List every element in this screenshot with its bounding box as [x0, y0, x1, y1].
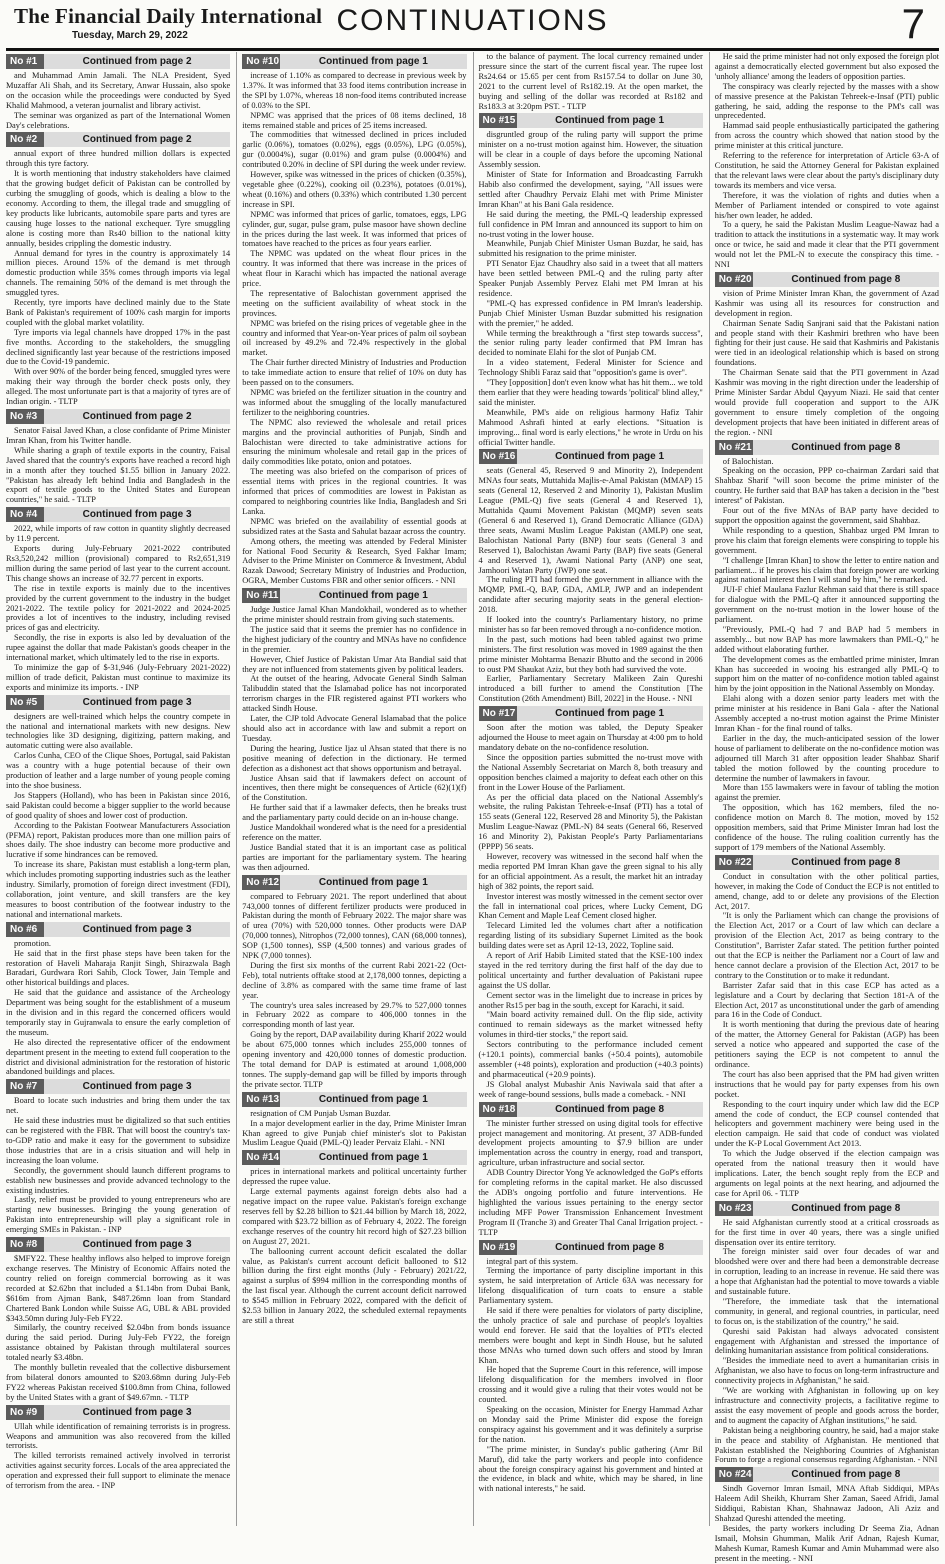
article-paragraph: prices in international markets and political uncertainty further depressed the rupee value. — [242, 1167, 467, 1187]
article-paragraph: NPMC was briefed on the fertilizer situation in the country and was informed about the smuggling of the locally manufactured fertilizer to the neighboring countries. — [242, 388, 467, 417]
article-paragraph: "Main board activity remained dull. On the flip side, activity continued to remain sideways as the market witnessed hefty volumes in third-tier stocks," the report said. — [478, 1010, 703, 1040]
article-paragraph: A report of Arif Habib Limited stated that the KSE-100 index stayed in the red territory during the first half of the day due to political uncertainty and further devaluation of Pakistani rupee against the US dollar. — [478, 951, 703, 990]
article-paragraph: He also directed the representative officer of the endowment department present in the meeting to extend full cooperation to the district and divisional administration for the restoration of historic abandoned buildings and places. — [6, 1037, 231, 1077]
masthead-rule — [6, 48, 939, 51]
article-paragraph: More than 155 lawmakers were in favour of tabling the motion against the premier. — [714, 783, 939, 803]
continuation-header — [479, 1102, 703, 1117]
continuation-header — [715, 855, 939, 870]
continuation-header — [479, 1240, 703, 1255]
article-paragraph: While terming the breakthrough a "first step towards success", the senior ruling party leader confirmed that PM Imran has decided to nominate Elahi for the slot of Punjab CM. — [478, 328, 703, 358]
article-paragraph: and Muhammad Amin Jamali. The NLA President, Syed Muzaffar Ali Shah, and its Secretary, Anwar Hussain, also spoke on the occasion while the proceedings were conducted by Syed Khalid Mahmood, a veteran journalist and library activist. — [6, 71, 231, 110]
article-number: No #22 — [715, 855, 753, 870]
article-paragraph: Later, the CJP told Advocate General Islamabad that the police should also act in accordance with law and submit a report on Tuesday. — [242, 714, 467, 743]
article-paragraph: To which the Judge observed if the election campaign was operated from the national treasury then it would have implications. Later, the bench sought reply from the ECP and arguments on legal points at the next hearing, and adjourned the case for April 06. - TLTP — [714, 1149, 939, 1198]
continued-from-label: Continued from page 3 — [82, 509, 192, 521]
article — [6, 1237, 230, 1403]
article-paragraph: increase of 1.10% as compared to decrease in previous week by 1.37%. It was informed that 33 food items contribution increase in the SPI by 1.07%, whereas 18 non-food items contributed increase of 0.03% to the SPI. — [242, 71, 467, 110]
article-paragraph: The Chair further directed Ministry of Industries and Production to take immediate action to ensure that relief of 10% on duty has been passed on to the consumers. — [242, 358, 467, 388]
article-paragraph: Meanwhile, Punjab Chief Minister Usman Buzdar, he said, has submitted his resignation to the prime minister. — [478, 239, 703, 259]
article-paragraph: Sindh Governor Imran Ismail, MNA Aftab Siddiqui, MPAs Haleem Adil Sheikh, Khurram Sher Zaman, Saeed Afridi, Jamal Siddiqui, Rabistan Khan, Shahnawaz Jadoon, Ali Aziz and Shahzad Qureshi attended the meeting. — [714, 1484, 939, 1524]
article-paragraph: The court has also been apprised that the PM had given written instructions that he would pay for party expenses from his own pocket. — [714, 1069, 939, 1099]
continuation-header — [242, 54, 466, 69]
article-paragraph: Justice Ahsan said that if lawmakers defect on account of incentives, then there might be consequences of Article (62)(1)(f) of the Constitution. — [242, 773, 467, 803]
article-paragraph: Lastly, relief must be provided to young entrepreneurs who are starting new businesses. Bringing the young generation of Pakistan into entrepreneurship will play a significant role in emerging SMEs in Pakistan. - INP — [6, 1195, 231, 1235]
article-paragraph: Sectors contributing to the performance included cement (+120.1 points), commercial banks (+50.4 points), automobile assembler (+48 points), exploration and production (+40.3 points) and pharmaceutical (+20.9 points). — [478, 1040, 703, 1079]
article-number: No #1 — [6, 54, 44, 69]
article-paragraph: Soon after the motion was tabled, the Deputy Speaker adjourned the House to meet again on Thursday at 4:00 pm to hold mandatory debate on the no-confidence resolution. — [478, 723, 703, 752]
article — [479, 1240, 703, 1495]
continued-from-label: Continued from page 1 — [318, 1152, 428, 1164]
article-paragraph: Secondly, the government should launch different programs to establish new businesses and provide advanced technology to the existing industries. — [6, 1165, 231, 1195]
article-paragraph: Pakistan being a neighboring country, he said, had a major stake in the peace and stability of Afghanistan. He mentioned that Pakistan established the Neighboring Countries of Afghanistan Forum to forge a regional consensus regarding Afghanistan. - NNI — [714, 1425, 939, 1465]
continued-from-label: Continued from page 2 — [82, 411, 192, 422]
continued-from-label: Continued from page 8 — [791, 1202, 901, 1214]
article-paragraph: "The prime minister, in Sunday's public gathering (Amr Bil Maruf), did take the party workers and people into confidence about the foreign conspiracy against his government and hinted at the evidence, in black and white, which may be shared, in line with national interests," he said. — [478, 1444, 703, 1494]
column — [709, 52, 939, 1563]
article-number: No #17 — [479, 706, 517, 721]
article — [242, 588, 466, 872]
article — [715, 52, 939, 270]
article-paragraph: JUI-F chief Maulana Fazlur Rehman said that there is still space for dialogue with the PML-Q after it announced supporting the government on the no-trust motion in the lower house of the parliament. — [714, 585, 939, 625]
article — [242, 54, 466, 586]
article-paragraph: The ballooning current account deficit escalated the dollar value, as Pakistan's current account deficit ballooned to $12 billion during the first eight months (July - February) 2021/22, against a surplus of $994 million in the corresponding months of the last fiscal year. Although the current account deficit narrowed to $545 million in February 2022, compared with the deficit of $2.53 billion in January 2022, the scheduled external repayments are still a threat — [242, 1246, 467, 1325]
article-paragraph: He said the prime minister had not only exposed the foreign plot against a democratically elected government but also exposed the 'unholy alliance' among the leaders of opposition parties. — [714, 52, 939, 81]
article-paragraph: $MFY22. These healthy inflows also helped to improve foreign exchange reserves. The Ministry of Economic Affairs noted the country relied on foreign commercial borrowing as it was recorded at $2.62bn that included a $1.14bn from Dubai Bank, $616m from Ajman Bank, $487.26mn loan from Standard Chartered Bank London while Suisse AG, UBL & ABL provided $343.50mn during July-Feb FY22. — [6, 1254, 231, 1323]
article — [715, 855, 939, 1199]
article-paragraph: Large external payments against foreign debts also had a negative impact on the rupee value. Pakistan's foreign exchange reserves fell by $2.28 billion to $21.44 billion by March 18, 2022, compared with $23.72 billion as of February 4, 2022. The foreign exchange reserves of the country hit record high of $27.23 billion on August 27, 2021. — [242, 1187, 467, 1246]
article — [6, 507, 230, 692]
article-paragraph: The ruling PTI had formed the government in alliance with the MQMP, PML-Q, BAP, GDA, AMLP, JWP and an independent candidate after securing majority seats in the general election-2018. — [478, 575, 703, 615]
article-number: No #12 — [242, 875, 280, 890]
article-paragraph: Secondly, the rise in exports is also led by devaluation of the rupee against the dollar that made Pakistan's goods cheaper in the international market, which ultimately led to the rise in exports. — [6, 633, 231, 663]
article-number: No #23 — [715, 1201, 753, 1216]
article-paragraph: He further said that if a lawmaker defects, then he breaks trust and the parliamentary party could decide on an in-house change. — [242, 803, 467, 823]
continuation-header — [6, 132, 230, 147]
article — [6, 54, 230, 130]
continuation-header — [6, 1079, 230, 1094]
article-paragraph: The NPMC was updated on the wheat flour prices in the country. It was informed that there was increase in the prices of wheat flour in Karachi which has impacted the national average price. — [242, 249, 467, 289]
article-number: No #5 — [6, 695, 44, 710]
paper-name: The Financial Daily International — [14, 4, 323, 28]
article-paragraph: The meeting was also briefed on the comparison of prices of essential items with prices in the regional countries. It was informed that prices of commodities are lowest in Pakistan as compared to neighboring countries like India, Bangladesh and Sri Lanka. — [242, 467, 467, 516]
article-number: No #15 — [479, 113, 517, 128]
article-paragraph: To minimize the gap of $-31,946 (July-February 2021-2022) million of trade deficit, Pakistan must continue to maximize its exports and minimize its imports. - INP — [6, 662, 231, 692]
article-paragraph: He hoped that the Supreme Court in this reference, will impose lifelong disqualification for the members involved in floor crossing and it would give a ruling that their votes would not be counted. — [478, 1365, 703, 1405]
article-paragraph: ADB Country Director Yong Ye acknowledged the GoP's efforts for completing reforms in the capital market. He also discussed the ADB's ongoing portfolio and future interventions. He highlighted the various issues pertaining to the energy sector including MFF Power Transmission Enhancement Investment Program II (Tranche 3) and Greater Thal Canal Irrigation project. - TLTP — [478, 1168, 703, 1237]
article-paragraph: Board to locate such industries and bring them under the tax net. — [6, 1096, 231, 1116]
article-paragraph: Chairman Senate Sadiq Sanjrani said that the Pakistani nation and people stand with their Kashmiri brethren who have been fighting for their just cause. He said that Kashmiris and Pakistanis were tied in an ideological relationship which is based on strong foundations. — [714, 318, 939, 368]
article — [479, 449, 703, 704]
article-paragraph: NPMC was apprised that the prices of 08 items declined, 18 items remained stable and prices of 25 items increased. — [242, 110, 467, 130]
article-paragraph: Recently, tyre imports have declined mainly due to the State Bank of Pakistan's requirement of 100% cash margin for imports coupled with the global market volatility. — [6, 298, 231, 327]
article-paragraph: Annual demand for tyres in the country is approximately 14 million pieces. Around 15% of the demand is met through domestic production while 35% comes through imports via legal channels. The remaining 50% of the demand is met through the smuggled tyres. — [6, 248, 231, 298]
article-paragraph: "PML-Q has expressed confidence in PM Imran's leadership. Punjab Chief Minister Usman Buzdar submitted his resignation with the premier," he added. — [478, 298, 703, 328]
article-paragraph: As per the official data placed on the National Assembly's website, the ruling Pakistan Tehreek-e-Insaf (PTI) has a total of 155 seats (General 122, Reserved 28 and Minority 5), the Pakistan Muslim League-Nawaz (PML-N) 84 seats (General 66, Reserved 16 and Minority 2), Pakistan People's Party Parliamentarians (PPPP) 56 seats. — [478, 792, 703, 852]
article-paragraph: Terming the importance of party discipline important in this system, he said interpretation of Article 63A was necessary for lifelong disqualification of turn coats to ensure a stable Parliamentary system. — [478, 1266, 703, 1306]
article-paragraph: The representative of Balochistan government apprised the meeting on the sufficient availability of wheat stock in the provinces. — [242, 288, 467, 318]
article-paragraph: Hammad said people enthusiastically participated the gathering from across the country which showed that nation stood by the prime minister at this critical juncture. — [714, 121, 939, 151]
article-number: No #3 — [6, 409, 44, 424]
article-paragraph: Conduct in consultation with the other political parties, however, in making the Code of Conduct the ECP is not entitled to amend, change, add to or delete any provisions of the Election Act, 2017. — [714, 871, 939, 911]
article-paragraph: "Previously, PML-Q had 7 and BAP had 5 members in assembly... but now BAP has more lawmakers than PML-Q," he added without elaborating further. — [714, 624, 939, 654]
article — [715, 440, 939, 853]
continued-from-label: Continued from page 1 — [318, 876, 428, 888]
article-paragraph: Besides, the party workers including Dr Seema Zia, Adnan Ismail, Mohsin Ghumman, Malik Arif Adnan, Rajesh Kumar, Mahesh Kumar, Ramesh Kumar and Amin Muhammad were also present in the meeting. - NNI — [714, 1523, 939, 1563]
article-number: No #21 — [715, 440, 753, 455]
continuation-header — [715, 440, 939, 455]
article-paragraph: Justice Bandial stated that it is an important case as political parties are important for the parliamentary system. The hearing was then adjourned. — [242, 842, 467, 872]
article-paragraph: It is worth mentioning that during the previous date of hearing of the matter, the Attorney General for Pakistan (AGP) has been served a notice who appeared and supported the case of the petitioners saying the ECP is not competent to annul the ordinance. — [714, 1020, 939, 1069]
article-paragraph: Four out of the five MNAs of BAP party have decided to support the opposition against the government, said Shahbaz. — [714, 506, 939, 525]
article-number: No #13 — [242, 1092, 280, 1107]
article-paragraph: Since the opposition parties submitted the no-trust move with the National Assembly Secretariat on March 8, both treasury and opposition benches claimed a majority to defeat each other on this front in the Lower House of the Parliament. — [478, 752, 703, 792]
article-paragraph: "They [opposition] don't even know what has hit them... we told them earlier that they were heading towards 'political' blind alley," said the minister. — [478, 378, 703, 407]
article-paragraph: The foreign minister said over four decades of war and bloodshed were over and there had been a demonstrable decrease in corruption, leading to an increase in revenue. He said there was a hope that Afghanistan had the potential to move towards a viable and sustainable future. — [714, 1247, 939, 1297]
article-paragraph: Responding to the court inquiry under which law did the ECP amend the code of conduct, the ECP counsel contended that helicopters and government machinery were being used in the election campaign. He said that code of conduct was violated under the K-P Local Government Act 2013. — [714, 1099, 939, 1149]
continued-from-label: Continued from page 1 — [555, 708, 665, 720]
continued-from-label: Continued from page 8 — [791, 273, 901, 285]
article-paragraph: "I challenge [Imran Khan] to show the letter to entire nation and parliament... if he proves his claim that foreign power are working against national interest then I will stand by him," he remarked. — [714, 555, 939, 585]
article-paragraph: He said that the guidance and assistance of the Archeology Department was being sought for the establishment of a museum in the division and in this regard the concerned officers would temporarily stay in Gujranwala to ensure the early completion of the museum. — [6, 988, 231, 1037]
article-paragraph: He said if there were penalties for violators of party discipline, the unholy practice of sale and purchase of people's loyalties would end forever. He said that the loyalties of PTI's elected members were bought and kept in Sindh House, but he saluted those MNAs who turned down such offers and stood by Imran Khan. — [478, 1306, 703, 1365]
article-number: No #18 — [479, 1102, 517, 1117]
article-paragraph: NPMC was informed that prices of garlic, tomatoes, eggs, LPG cylinder, gur, sugar, pulse gram, pulse masoor have shown decline in the prices during the last week. It was informed that prices of tomatoes have reached to the prices as four years earlier. — [242, 209, 467, 249]
article — [6, 695, 230, 920]
article-number: No #8 — [6, 1237, 44, 1252]
continued-from-label: Continued from page 1 — [318, 590, 428, 602]
article — [242, 1092, 466, 1149]
page-number: 7 — [901, 0, 925, 47]
section-title: CONTINUATIONS — [336, 4, 609, 37]
article-number: No #2 — [6, 132, 44, 147]
continued-from-label: Continued from page 3 — [82, 1081, 192, 1093]
continuation-header — [6, 507, 230, 522]
article-paragraph: With over 90% of the border being fenced, smuggled tyres were making their way through the border check posts only, they alleged. The most unfortunate part is that a majority of tyres are of Indian origin. - TLTP — [6, 367, 231, 407]
article-paragraph: The monthly bulletin revealed that the collective disbursement from bilateral donors amounted to $203.68mn during July-Feb FY22 whereas Pakistan received $100.8mn from China, followed by the United States with a grant of $49.67mn. - TLTP — [6, 1363, 231, 1402]
article-paragraph: Judge Justice Jamal Khan Mandokhail, wondered as to whether the prime minister should restrain from giving such statements. — [242, 605, 467, 625]
article-number: No #19 — [479, 1240, 517, 1255]
article-paragraph: Earlier, Parliamentary Secretary Malikeen Zain Qureshi introduced a bill further to amend the Constitution [The Constitution (26th Amendment) Bill, 2022] in the House. - NNI — [478, 674, 703, 704]
article-number: No #14 — [242, 1150, 280, 1165]
article — [6, 132, 230, 407]
article-paragraph: Senator Faisal Javed Khan, a close confidante of Prime Minister Imran Khan, from his Twitter handle. — [6, 426, 231, 445]
article-number: No #4 — [6, 507, 44, 522]
article-paragraph: However, Chief Justice of Pakistan Umar Ata Bandial said that they are not influenced from statements given by political leaders. — [242, 654, 467, 674]
article-number: No #10 — [242, 54, 280, 69]
continued-from-label: Continued from page 1 — [318, 1093, 428, 1105]
continued-from-label: Continued from page 1 — [555, 115, 665, 127]
article — [6, 409, 230, 505]
article-paragraph: He said that in the first phase steps have been taken for the restoration of Haveli Maharaja Ranjit Singh, Shirazwala Bagh Baradari, Gurdwara Rori Sahib, Clock Tower, Jain Temple and other historical buildings and places. — [6, 948, 231, 988]
article-paragraph: The development comes as the embattled prime minister, Imran Khan has succeeded in wooing his estranged ally PML-Q to support him on the matter of no-confidence motion tabled against him by the joint opposition in the National Assembly on Monday. — [714, 654, 939, 694]
article — [715, 272, 939, 438]
article-paragraph: The conspiracy was clearly rejected by the masses with a show of massive presence at the Pakistan Tehreek-e-Insaf (PTI) public gathering, he said, adding the response to the PM's call was unprecedented. — [714, 81, 939, 121]
continuation-header — [6, 54, 230, 69]
article-paragraph: Jos Stappers (Holland), who has been in Pakistan since 2016, said Pakistan could become a bigger supplier to the world because of good quality of shoes and lower cost of production. — [6, 790, 231, 820]
article-paragraph: Tyre imports via legal channels have dropped 17% in the past five months. According to the stakeholders, the smuggling declined significantly last year because of the restrictions imposed due to the Covid-19 pandemic. — [6, 327, 231, 367]
continuation-header — [242, 1092, 466, 1107]
article-paragraph: Referring to the reference for interpretation of Article 63-A of Constitution, he said the Attorney General for Pakistan explained that the relevant laws were clear about the party's disciplinary duty towards its members and vice versa. — [714, 151, 939, 190]
article — [6, 1079, 230, 1235]
article — [6, 1405, 230, 1491]
article-number: No #20 — [715, 272, 753, 287]
continuation-header — [242, 875, 466, 890]
article-paragraph: The seminar was organized as part of the International Women Day's celebrations. — [6, 110, 231, 130]
article-paragraph: Among others, the meeting was attended by Federal Minister for National Food Security & Research, Syed Fakhar Imam; Adviser to the Prime Minister on Commerce & Investment, Abdul Razak Dawood; Secretary Ministry of Industries and Production, OGRA, Member Customs FBR and other senior officers. - NNI — [242, 536, 467, 586]
article-paragraph: Speaking on the occasion, PPP co-chairman Zardari said that Shahbaz Sharif "will soon become the prime minister of the country. He further said that BAP has taken a decision in the "best interest" of Pakistan. — [714, 466, 939, 506]
article-paragraph: Telecard Limited led the volumes chart after a notification regarding listing of its subsidiary Supernet Limited as the book building dates were set as April 12-13, 2022, Topline said. — [478, 921, 703, 951]
article-paragraph: designers are well-trained which helps the country compete in the national and international markets with new designs. New technologies like 3D designing, digitizing, pattern making, and automatic cutting were also available. — [6, 711, 231, 751]
continuation-header — [242, 588, 466, 603]
article-paragraph: 2022, while imports of raw cotton in quantity slightly decreased by 11.9 percent. — [6, 524, 231, 544]
article-paragraph: While sharing a graph of textile exports in the country, Faisal Javed shared that the country's exports have reached a record high in a month after they touched $1.55 billion in January 2022. "Pakistan has already left behind India and Bangladesh in the export of textile goods to the United States and European countries," he said. - TLTP — [6, 445, 231, 505]
article-paragraph: The Chairman Senate said that the PTI government in Azad Kashmir was moving in the right direction under the leadership of Prime Minister Sardar Abdul Qayyum Niazi. He said that center would provide full cooperation and support to the AJK government to ensure timely completion of the ongoing development projects that have been initiated in different areas of the region. - NNI — [714, 368, 939, 437]
article-paragraph: "Therefore, the immediate task that the international community, in general, and regional countries, in particular, need to focus on, is the stabilization of the country," he said. — [714, 1296, 939, 1326]
continued-from-label: Continued from page 8 — [791, 856, 901, 868]
article-paragraph: to the balance of payment. The local currency remained under pressure since the start of the current fiscal year. The rupee lost Rs24.64 or 15.65 per cent from Rs157.54 to dollar on June 30, 2021 to the current level of Rs182.19. At the open market, the buying and selling of the dollar was recorded at Rs182 and Rs183.3 at 3:20pm PST. - TLTP — [478, 52, 703, 111]
article-paragraph: Minister of State for Information and Broadcasting Farrukh Habib also confirmed the development, saying, "All issues were settled after Chaudhry Pervaiz Elahi met with Prime Minister Imran Khan" at his Bani Gala residence. — [478, 170, 703, 209]
article-paragraph: In a video statement, Federal Minister for Science and Technology Shibli Faraz said that "opposition's game is over". — [478, 358, 703, 378]
article-paragraph: Ullah while identification of remaining terrorists is in progress. Weapons and ammunition was also recovered from the killed terrorists. — [6, 1421, 231, 1451]
article-paragraph: disgruntled group of the ruling party will support the prime minister on a no-trust motion against him. However, the situation will be clear in a couple of days before the upcoming National Assembly session. — [478, 130, 703, 170]
continued-from-label: Continued from page 3 — [82, 1239, 192, 1251]
article-paragraph: Therefore, it was the violation of rights and duties when a Member of Parliament intended or conspired to vote against his/her own leader, he added. — [714, 190, 939, 220]
article-paragraph: "We are working with Afghanistan in following up on key infrastructure and connectivity projects, a facilitative regime to assist the easy movement of people and goods across the border, and to augment the capacity of Afghan institutions," he said. — [714, 1386, 939, 1425]
article-paragraph: Earlier in the day, the much-anticipated session of the lower house of parliament to deliberate on the no-confidence motion was adjourned till March 31 after opposition leader Shahbaz Sharif tabled the motion followed by the counting procedure to determine the number of lawmakers in favour. — [714, 733, 939, 783]
article-paragraph: NPMC was briefed on the availability of essential goods at subsidized rates at the Sasta and Sahulat bazaar across the country. — [242, 516, 467, 536]
article-paragraph: The killed terrorists remained actively involved in terrorist activities against security forces. Locals of the area appreciated the operation and expressed their full support to eliminate the menace of terrorism from the area. - INP — [6, 1451, 231, 1491]
article-paragraph: Barrister Zafar said that in this case ECP has acted as a legislature and a Court by declaring that Section 181-A of the Election Act, 2017 as unconstitutional under the garb of amending para 16 in the Code of Conduct. — [714, 980, 939, 1020]
continuation-header — [715, 1201, 939, 1216]
article-paragraph: At the outset of the hearing, Advocate General Sindh Salman Talibuddin stated that the Islamabad police has not incorporated terrorism charges in the FIR registered against PTI workers who attacked Sindh House. — [242, 674, 467, 714]
article-number: No #16 — [479, 449, 517, 464]
article-paragraph: The rise in textile exports is mainly due to the incentives provided by the current government to the industry in the budget 2021-2022. The textile policy for 2021-2022 and 2024-2025 provides a lot of incentives to the industry, including revised prices of gas and electricity. — [6, 583, 231, 633]
masthead — [6, 0, 939, 52]
continued-from-label: Continued from page 2 — [82, 56, 192, 67]
column — [473, 52, 703, 1526]
article-paragraph: integral part of this system. — [486, 1256, 578, 1266]
article-paragraph: Elahi along with a dozen senior party leaders met with the prime minister at his residence in Bani Gala - after the National Assembly accepted a no-trust motion against the Prime Minister Imran Khan - for the final round of talks. — [714, 694, 939, 733]
article-paragraph: The commodities that witnessed declined in prices included garlic (0.06%), tomatoes (0.02%), eggs (0.05%), LPG (0.05%), gur (0.0004%), sugar (0.01%) and gram pulse (0.0004%) and contributed 0.20% in decline of SPI during the week under review. — [242, 130, 467, 170]
article-paragraph: In the past, such motions had been tabled against two prime ministers. The first resolution was moved in 1989 against the then prime minister Mohtarma Benazir Bhutto and the second in 2006 to oust PM Shaukat Aziz, but they both had survived the vote. — [478, 634, 703, 674]
article-paragraph: annual export of three hundred million dollars is expected through this tyre factory. — [6, 149, 231, 169]
article-paragraph: of Balochistan. — [722, 456, 774, 466]
article-number: No #9 — [6, 1405, 44, 1420]
article — [479, 706, 703, 1099]
article-paragraph: Qureshi said Pakistan had always advocated consistent engagement with Afghanistan and stressed the importance of delinking humanitarian assistance from political considerations. — [714, 1326, 939, 1356]
article-paragraph: Meanwhile, PM's aide on religious harmony Hafiz Tahir Mahmood Ashrafi hinted at early elections. "Situation is improving... final word is early elections," he wrote in Urdu on his official Twitter handle. — [478, 407, 703, 447]
article-paragraph: Exports during July-February 2021-2022 contributed Rs3,520,242 million (provisional) compared to Rs2,651,319 million during the same period of last year to the current account. This change shows an increase of 32.77 percent in exports. — [6, 544, 231, 583]
article-number: No #6 — [6, 922, 44, 937]
article-paragraph: resignation of CM Punjab Usman Buzdar. — [250, 1108, 391, 1118]
article-paragraph: compared to February 2021. The report underlined that about 743,000 tonnes of different fertilizer products were produced in Pakistan during the month of February 2022. The major share was of urea (70%) with 520,000 tonnes. Other products were DAP (70,000 tonnes), Nitrophos (72,000 tonnes), CAN (68,000 tonnes), SOP (1,500 tonnes), SSP (4,500 tonnes) and various grades of NPK (7,000 tonnes). — [242, 891, 467, 961]
article-paragraph: Going by the report, DAP availability during Kharif 2022 would be about 675,000 tonnes which includes 255,000 tonnes of opening inventory and 420,000 tonnes of domestic production. The total demand for DAP is estimated at around 1,008,000 tonnes. The supply-demand gap will be filled by imports through the private sector. TLTP — [242, 1030, 467, 1089]
article — [242, 875, 466, 1090]
continuation-header — [6, 1237, 230, 1252]
article-paragraph: Carlos Cunha, CEO of the Clique Shoes, Portugal, said Pakistan was a country with a huge potential because of their own production of leather and a large number of young people coming into the shoe business. — [6, 751, 231, 790]
continuation-header — [715, 1467, 939, 1482]
continued-from-label: Continued from page 8 — [555, 1241, 665, 1253]
article-paragraph: PTI Senator Ejaz Chaudhry also said in a tweet that all matters have been settled between PML-Q and the ruling party after Speaker Punjab Assembly Pervez Elahi met PM Imran at his residence. — [478, 259, 703, 298]
article — [6, 922, 230, 1078]
article-paragraph: Similarly, the country received $2.04bn from bonds issuance during the said period. During July-Feb FY22, the foreign assistance obtained by Pakistan through multilateral sources totaled nearly $3.48bn. — [6, 1323, 231, 1363]
article-paragraph: He said these industries must be digitalized so that such entities can be registered with the FBR. That will boost the country's tax-to-GDP ratio and make it easy for the government to subsidize those industries that are in a crisis situation and will help in increasing the loan volume. — [6, 1116, 231, 1165]
article-paragraph: It is worth mentioning that industry stakeholders have claimed that the growing budget deficit of Pakistan can be controlled by curbing the smuggling of goods, which is dealing a blow to the economy. According to them, the illegal trade and smuggling of key products like lubricants, automobile spare parts and tyres are causing huge losses to the national exchequer. Tyre smuggling alone is costing more than Rs40 billion to the national kitty annually, besides crippling the domestic industry. — [6, 169, 231, 248]
article-paragraph: Speaking on the occasion, Minister for Energy Hammad Azhar on Monday said the Prime Minister did expose the foreign conspiracy against his government and it was definitely a surprise for the nation. — [478, 1405, 703, 1444]
article-paragraph: Investor interest was mostly witnessed in the cement sector over the fall in international coal prices, where Lucky Cement, DG Khan Cement and Maple Leaf Cement closed higher. — [478, 891, 703, 921]
article — [715, 1467, 939, 1563]
article-paragraph: He said during the meeting, the PML-Q leadership expressed full confidence in PM Imran and announced its support to him on no-trust voting in the lower house. — [478, 209, 703, 239]
continued-from-label: Continued from page 1 — [555, 451, 665, 463]
continuation-header — [6, 1405, 230, 1420]
article-paragraph: seats (General 45, Reserved 9 and Minority 2), Independent MNAs four seats, Muttahida Majlis-e-Amal Pakistan (MMAP) 15 seats (General 12, Reserved 2 and Minority 1), Pakistan Muslim League (PML-Q) five seats (General 4 and Reserved 1), Muttahida Qaumi Movement Pakistan (MQMP) seven seats (General 6 and Reserved 1), Grand Democratic Alliance (GDA) three seats, Awami Muslim League Pakistan (AMLP) one seat, Balochistan National Party (BNP) four seats (General 3 and Reserved 1), Balochistan Awami Party (BAP) five seats (General 4 and Reserved 1), Awami National Party (ANP) one seat, Jamhoori Watan Party (JWP) one seat. — [478, 466, 703, 575]
columns-container — [6, 52, 939, 1563]
article-paragraph: NPMC was briefed on the rising prices of vegetable ghee in the country and informed that Year-on-Year prices of palm oil soybean oil increased by 49.2% and 72.4% respectively in the global market. — [242, 318, 467, 358]
article-paragraph: To a query, he said the Pakistan Muslim League-Nawaz had a tradition to attack the institutions in a systematic way. It may work once or twice, he said and made it clear that the PTI government would not let the PML-N to execute the conspiracy this time. - NNI — [714, 220, 939, 270]
article-number: No #24 — [715, 1467, 753, 1482]
continued-from-label: Continued from page 8 — [555, 1103, 665, 1115]
continuation-header — [479, 449, 703, 464]
article-paragraph: Cement sector was in the limelight due to increase in prices by another Rs15 per bag in the south, except for Karachi, it said. — [478, 990, 703, 1010]
continuation-header — [6, 922, 230, 937]
issue-date: Tuesday, March 29, 2022 — [72, 30, 188, 41]
article — [479, 1102, 703, 1238]
article-paragraph: Justice Mandokhail wondered what is the need for a presidential reference on the matter. — [242, 823, 467, 842]
continuation-header — [242, 1150, 466, 1165]
article-paragraph: The justice said that it seems the premier has no confidence in the highest judiciary of the country and MNAs have no confidence in the premier. — [242, 624, 467, 654]
continuation-header — [715, 272, 939, 287]
column — [6, 52, 230, 1526]
continued-from-label: Continued from page 3 — [82, 1406, 192, 1418]
continued-from-label: Continued from page 3 — [82, 696, 192, 708]
continued-from-label: Continued from page 1 — [318, 56, 428, 67]
article-paragraph: The country's urea sales increased by 29.7% to 527,000 tonnes in February 2022 as compare to 406,000 tonnes in the corresponding month of last year. — [242, 1000, 467, 1030]
continued-from-label: Continued from page 3 — [82, 923, 192, 935]
article-paragraph: "Besides the immediate need to avert a humanitarian crisis in Afghanistan, we also have to focus on long-term infrastructure and connectivity projects in Afghanistan," he said. — [714, 1356, 939, 1386]
article-paragraph: However, recovery was witnessed in the second half when the media reported PM Imran Khan gave the green signal to his ally for an official appointment. As a result, the market hit an intraday high of 382 points, the report said. — [478, 851, 703, 891]
article-paragraph: In a major development earlier in the day, Prime Minister Imran Khan agreed to give Punjab chief minister's slot to Pakistan Muslim League Quaid (PML-Q) leader Pervaiz Elahi. - NNI — [242, 1118, 467, 1148]
continuation-header — [479, 113, 703, 128]
article-paragraph: He said Afghanistan currently stood at a critical crossroads as for the first time in over 40 years, there was a single unified dispensation over its entire territory. — [714, 1217, 939, 1247]
article-paragraph: The minister further stressed on using digital tools for effective project management and monitoring. At present, 37 ADB-funded development projects amounting to $7.9 billion are under implementation across the country in energy, road and transport, agriculture, urban infrastructure and social sector. — [478, 1118, 703, 1168]
article-paragraph: While responding to a question, Shahbaz urged PM Imran to prove his claim that foreign elements were conspiring to topple his government. — [714, 525, 939, 555]
continuation-header — [6, 409, 230, 424]
article-paragraph: During the hearing, Justice Ijaz ul Ahsan stated that there is no positive meaning of defection in the dictionary. He termed defection as a dishonest act that shows opportunism and betrayal. — [242, 743, 467, 773]
continuation-header — [479, 706, 703, 721]
article-paragraph: The NPMC also reviewed the wholesale and retail prices margins and the provincial authorities of Punjab, Sindh and Balochistan were directed to take administrative actions for ensuring the minimum wholesale and retail gap in the prices of daily commodities like potato, onion and potatoes. — [242, 417, 467, 467]
article-number: No #11 — [242, 588, 280, 603]
continued-from-label: Continued from page 8 — [791, 1469, 901, 1481]
article-paragraph: promotion. — [14, 938, 51, 948]
article — [242, 1150, 466, 1326]
article-paragraph: "It is only the Parliament which can change the provisions of the Election Act, 2017 or a Court of law which can declare a provision of the Election Act, 2017 as being contrary to the Constitution", Barrister Zafar stated. The petition further pointed out that the ECP is neither the Parliament nor a Court of law and hence cannot declare a provision of the Election Act, 2017 to be contrary to the Constitution or to make it redundant. — [714, 911, 939, 980]
article-paragraph: According to the Pakistan Footwear Manufacturers Association (PFMA) report, Pakistan produces more than one million pairs of shoes daily. The shoe industry can become more productive and lucrative if some hindrances can be removed. — [6, 820, 231, 860]
article-paragraph: To increase its share, Pakistan must establish a long-term plan, which includes promoting supporting industries such as the leather industry. Similarly, promotion of foreign direct investment (FDI), collaboration, joint venture, and skill transfers are the key measures to boost contribution of the footwear industry to the national and international markets. — [6, 860, 231, 919]
article-paragraph: JS Global analyst Mubashir Anis Naviwala said that after a week of range-bound sessions, bulls made a comeback. - NNI — [478, 1079, 703, 1099]
continuation-header — [6, 695, 230, 710]
article-paragraph: However, spike was witnessed in the prices of chicken (0.35%), vegetable ghee (0.22%), cooking oil (0.23%), potatoes (0.01%), wheat (0.16%) and others (0.33%) which contributed 1.30 percent increase in SPI. — [242, 170, 467, 209]
continued-from-label: Continued from page 8 — [791, 441, 901, 453]
article — [479, 113, 703, 447]
article-paragraph: vision of Prime Minister Imran Khan, the government of Azad Kashmir was using all its resources for construction and development in region. — [714, 288, 939, 318]
article-paragraph: The opposition, which has 162 members, filed the no-confidence motion on March 8. The motion, moved by 152 opposition members, said that Prime Minister Imran had lost the confidence of the house. The ruling coalition currently has the support of 179 members of the National Assembly. — [714, 803, 939, 852]
column — [236, 52, 466, 1526]
article — [479, 52, 703, 111]
article-paragraph: During the first six months of the current Rabi 2021-22 (Oct-Feb), total nutrients offtake stood at 2,178,000 tonnes, depicting a decline of 3.8% as compared with the same time frame of last year. — [242, 960, 467, 1000]
article-number: No #7 — [6, 1079, 44, 1094]
article — [715, 1201, 939, 1466]
continued-from-label: Continued from page 2 — [82, 134, 192, 146]
article-paragraph: If looked into the country's Parliamentary history, no prime minister has so far been removed through a no-confidence motion. — [478, 615, 703, 634]
